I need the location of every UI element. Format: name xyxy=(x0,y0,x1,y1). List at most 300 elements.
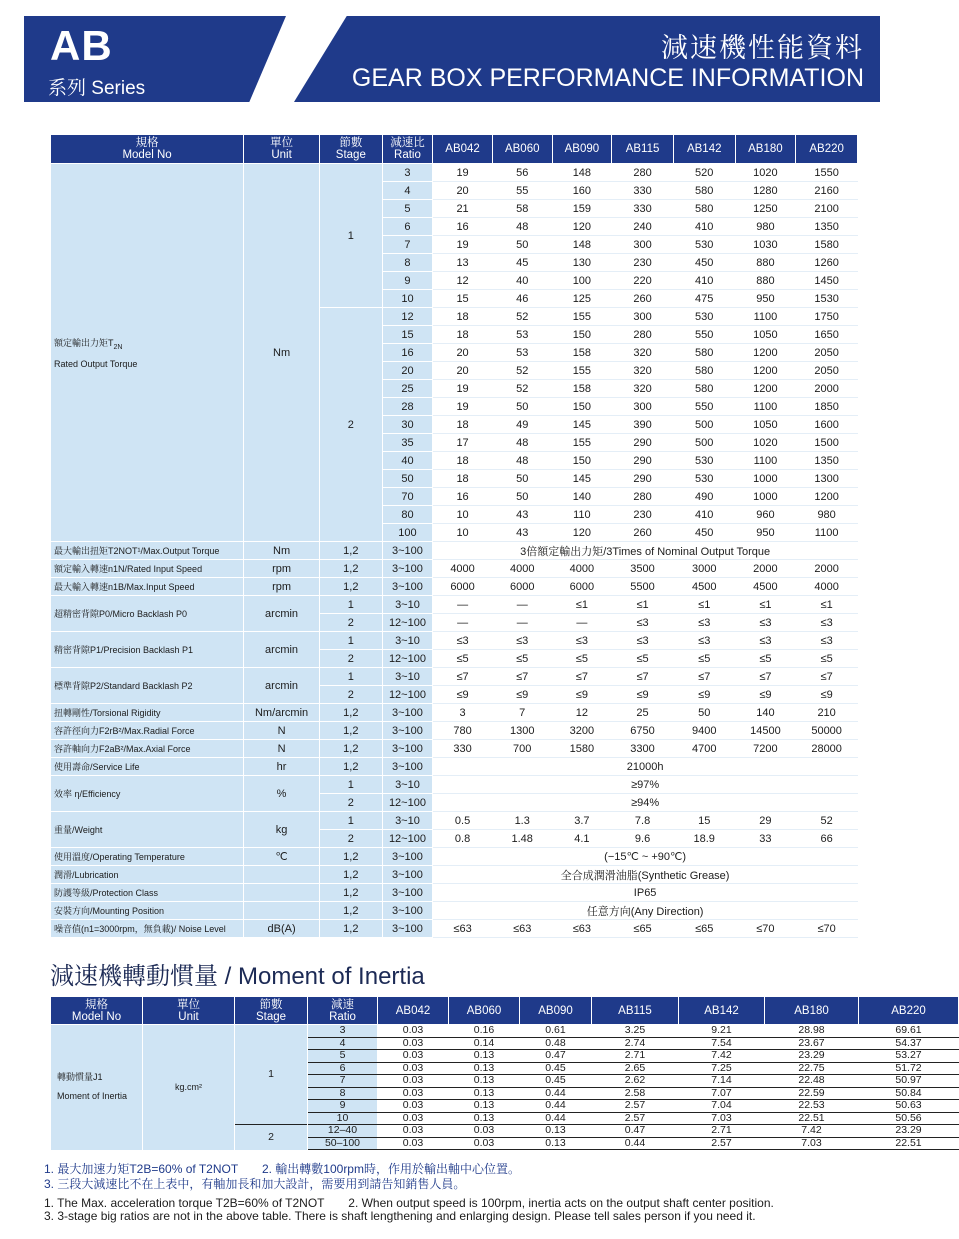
value-cell: 950 xyxy=(735,524,796,542)
value-cell: 110 xyxy=(552,506,612,524)
value-cell: 18 xyxy=(433,470,493,488)
t2-header-model: AB180 xyxy=(765,997,859,1025)
table-row xyxy=(51,812,858,830)
value-cell: 20 xyxy=(433,344,493,362)
value-cell: 300 xyxy=(612,308,674,326)
value-cell: 0.03 xyxy=(378,1112,449,1125)
weight-stage: 1 xyxy=(319,812,382,830)
backlash-p0-value: — xyxy=(552,614,612,632)
value-cell: 120 xyxy=(552,524,612,542)
backlash-p1-value: ≤3 xyxy=(433,632,493,650)
noise-level-value: ≤70 xyxy=(735,920,796,938)
value-cell: 300 xyxy=(612,398,674,416)
backlash-p0-value: ≤1 xyxy=(673,596,735,614)
ratio-cell: 12–40 xyxy=(308,1125,378,1138)
axial-force-value: 4700 xyxy=(673,740,735,758)
backlash-p1-value: ≤5 xyxy=(552,650,612,668)
table-row xyxy=(51,596,858,614)
value-cell: 500 xyxy=(673,434,735,452)
radial-force-stage: 1,2 xyxy=(319,722,382,740)
max-input-speed-unit: rpm xyxy=(244,578,320,596)
value-cell: 18 xyxy=(433,308,493,326)
lubrication-value: 全合成潤滑油脂(Synthetic Grease) xyxy=(433,866,858,884)
weight-value: 52 xyxy=(796,812,858,830)
value-cell: 50 xyxy=(492,236,552,254)
torsional-rigidity-value: 140 xyxy=(735,704,796,722)
value-cell: 260 xyxy=(612,524,674,542)
operating-temperature-unit: ℃ xyxy=(244,848,320,866)
ratio-cell: 50–100 xyxy=(308,1137,378,1150)
t1-header-model: AB060 xyxy=(492,135,552,164)
value-cell: 0.03 xyxy=(378,1087,449,1100)
value-cell: 17 xyxy=(433,434,493,452)
value-cell: 410 xyxy=(673,506,735,524)
backlash-p2-value: ≤9 xyxy=(433,686,493,704)
efficiency-value: ≥94% xyxy=(433,794,858,812)
value-cell: 140 xyxy=(552,488,612,506)
backlash-p1-value: ≤3 xyxy=(673,632,735,650)
value-cell: 1000 xyxy=(735,470,796,488)
page-title-en: GEAR BOX PERFORMANCE INFORMATION xyxy=(351,64,864,92)
rated-input-speed-value: 4000 xyxy=(552,560,612,578)
weight-value: 7.8 xyxy=(612,812,674,830)
table-row xyxy=(51,560,858,578)
radial-force-value: 780 xyxy=(433,722,493,740)
value-cell: 0.47 xyxy=(520,1050,592,1063)
value-cell: 0.03 xyxy=(378,1100,449,1113)
table-row xyxy=(51,1025,959,1038)
torsional-rigidity-value: 12 xyxy=(552,704,612,722)
value-cell: 145 xyxy=(552,416,612,434)
t1-header-model: AB042 xyxy=(433,135,493,164)
t1-header-model: AB180 xyxy=(735,135,796,164)
value-cell: 22.53 xyxy=(765,1100,859,1113)
backlash-p0-value: — xyxy=(492,614,552,632)
ratio-cell: 10 xyxy=(382,290,433,308)
t2-header-model: AB220 xyxy=(859,997,959,1025)
mounting-position-stage: 1,2 xyxy=(319,902,382,920)
backlash-p1-value: ≤3 xyxy=(612,632,674,650)
service-life-label: 使用壽命/Service Life xyxy=(51,758,244,776)
value-cell: 50.56 xyxy=(859,1112,959,1125)
axial-force-stage: 1,2 xyxy=(319,740,382,758)
torsional-rigidity-value: 3 xyxy=(433,704,493,722)
value-cell: 290 xyxy=(612,470,674,488)
inertia-label: 轉動慣量J1 Moment of Inertia xyxy=(51,1025,143,1150)
backlash-p0-value: ≤3 xyxy=(673,614,735,632)
table-row xyxy=(51,542,858,560)
value-cell: 150 xyxy=(552,452,612,470)
value-cell: 22.59 xyxy=(765,1087,859,1100)
note-en-2: 3. 3-stage big ratios are not in the above table. There is shaft lengthening and enlarging design. Please tell sales person if you need it. xyxy=(44,1209,756,1223)
value-cell: 56 xyxy=(492,164,552,182)
torsional-rigidity-value: 7 xyxy=(492,704,552,722)
t1-header-row xyxy=(51,135,858,164)
ratio-cell: 5 xyxy=(382,200,433,218)
weight-value: 29 xyxy=(735,812,796,830)
weight-value: 15 xyxy=(673,812,735,830)
rated-input-speed-value: 2000 xyxy=(735,560,796,578)
value-cell: 0.16 xyxy=(449,1025,520,1038)
torque-unit: Nm xyxy=(244,164,320,542)
backlash-p2-value: ≤9 xyxy=(735,686,796,704)
value-cell: 40 xyxy=(492,272,552,290)
value-cell: 69.61 xyxy=(859,1025,959,1038)
noise-level-value: ≤63 xyxy=(433,920,493,938)
value-cell: 580 xyxy=(673,344,735,362)
value-cell: 260 xyxy=(612,290,674,308)
series-label: 系列 Series xyxy=(48,78,146,99)
backlash-p0-value: ≤3 xyxy=(612,614,674,632)
value-cell: 960 xyxy=(735,506,796,524)
value-cell: 0.48 xyxy=(520,1037,592,1050)
radial-force-unit: N xyxy=(244,722,320,740)
axial-force-ratio: 3~100 xyxy=(382,740,433,758)
value-cell: 475 xyxy=(673,290,735,308)
backlash-p2-value: ≤7 xyxy=(492,668,552,686)
value-cell: 2.74 xyxy=(592,1037,679,1050)
value-cell: 1280 xyxy=(735,182,796,200)
backlash-p2-value: ≤9 xyxy=(673,686,735,704)
value-cell: 550 xyxy=(673,326,735,344)
backlash-p2-label: 標準背隙P2/Standard Backlash P2 xyxy=(51,668,244,704)
value-cell: 1100 xyxy=(735,452,796,470)
max-torque-value: 3倍額定輸出力矩/3Times of Nominal Output Torque xyxy=(433,542,858,560)
torsional-rigidity-unit: Nm/arcmin xyxy=(244,704,320,722)
ratio-cell: 8 xyxy=(308,1087,378,1100)
value-cell: 2050 xyxy=(796,362,858,380)
value-cell: 1650 xyxy=(796,326,858,344)
value-cell: 2.71 xyxy=(679,1125,765,1138)
backlash-p1-stage: 2 xyxy=(319,650,382,668)
value-cell: 290 xyxy=(612,434,674,452)
backlash-p2-value: ≤7 xyxy=(433,668,493,686)
value-cell: 1020 xyxy=(735,164,796,182)
value-cell: 160 xyxy=(552,182,612,200)
value-cell: 0.45 xyxy=(520,1062,592,1075)
value-cell: 1850 xyxy=(796,398,858,416)
value-cell: 0.14 xyxy=(449,1037,520,1050)
value-cell: 2.57 xyxy=(592,1100,679,1113)
operating-temperature-value: (−15℃ ~ +90℃) xyxy=(433,848,858,866)
weight-value: 3.7 xyxy=(552,812,612,830)
value-cell: 54.37 xyxy=(859,1037,959,1050)
weight-value: 1.48 xyxy=(492,830,552,848)
mounting-position-ratio: 3~100 xyxy=(382,902,433,920)
ratio-cell: 9 xyxy=(382,272,433,290)
rated-input-speed-stage: 1,2 xyxy=(319,560,382,578)
value-cell: 58 xyxy=(492,200,552,218)
service-life-value: 21000h xyxy=(433,758,858,776)
value-cell: 450 xyxy=(673,254,735,272)
value-cell: 280 xyxy=(612,164,674,182)
value-cell: 2100 xyxy=(796,200,858,218)
lubrication-label: 潤滑/Lubrication xyxy=(51,866,244,884)
backlash-p1-value: ≤5 xyxy=(796,650,858,668)
value-cell: 155 xyxy=(552,308,612,326)
backlash-p0-ratio: 12~100 xyxy=(382,614,433,632)
value-cell: 580 xyxy=(673,362,735,380)
torsional-rigidity-ratio: 3~100 xyxy=(382,704,433,722)
value-cell: 580 xyxy=(673,380,735,398)
axial-force-value: 1580 xyxy=(552,740,612,758)
value-cell: 980 xyxy=(796,506,858,524)
value-cell: 7.42 xyxy=(679,1050,765,1063)
value-cell: 12 xyxy=(433,272,493,290)
protection-class-value: IP65 xyxy=(433,884,858,902)
value-cell: 120 xyxy=(552,218,612,236)
value-cell: 150 xyxy=(552,326,612,344)
t2-header-model: AB090 xyxy=(520,997,592,1025)
value-cell: 9.21 xyxy=(679,1025,765,1038)
value-cell: 1030 xyxy=(735,236,796,254)
value-cell: 280 xyxy=(612,488,674,506)
value-cell: 300 xyxy=(612,236,674,254)
max-input-speed-value: 4500 xyxy=(735,578,796,596)
value-cell: 7.04 xyxy=(679,1100,765,1113)
ratio-cell: 8 xyxy=(382,254,433,272)
backlash-p2-ratio: 12~100 xyxy=(382,686,433,704)
t2-header-model: AB115 xyxy=(592,997,679,1025)
operating-temperature-stage: 1,2 xyxy=(319,848,382,866)
radial-force-value: 14500 xyxy=(735,722,796,740)
value-cell: 158 xyxy=(552,344,612,362)
ratio-cell: 28 xyxy=(382,398,433,416)
rated-input-speed-value: 4000 xyxy=(492,560,552,578)
value-cell: 0.13 xyxy=(449,1050,520,1063)
protection-class-label: 防護等級/Protection Class xyxy=(51,884,244,902)
t1-header-model: AB090 xyxy=(552,135,612,164)
max-torque-ratio: 3~100 xyxy=(382,542,433,560)
table-row xyxy=(51,164,858,182)
ratio-cell: 80 xyxy=(382,506,433,524)
weight-ratio: 12~100 xyxy=(382,830,433,848)
value-cell: 53 xyxy=(492,326,552,344)
value-cell: 19 xyxy=(433,236,493,254)
ratio-cell: 35 xyxy=(382,434,433,452)
radial-force-value: 50000 xyxy=(796,722,858,740)
value-cell: 1000 xyxy=(735,488,796,506)
weight-unit: kg xyxy=(244,812,320,848)
table-row xyxy=(51,758,858,776)
value-cell: 1050 xyxy=(735,326,796,344)
rated-input-speed-label: 額定輸入轉速n1N/Rated Input Speed xyxy=(51,560,244,578)
value-cell: 16 xyxy=(433,218,493,236)
radial-force-value: 6750 xyxy=(612,722,674,740)
noise-level-value: ≤65 xyxy=(612,920,674,938)
backlash-p0-unit: arcmin xyxy=(244,596,320,632)
value-cell: 1260 xyxy=(796,254,858,272)
noise-level-value: ≤63 xyxy=(552,920,612,938)
max-input-speed-stage: 1,2 xyxy=(319,578,382,596)
value-cell: 46 xyxy=(492,290,552,308)
value-cell: 1500 xyxy=(796,434,858,452)
value-cell: 320 xyxy=(612,344,674,362)
backlash-p0-value: ≤1 xyxy=(552,596,612,614)
t2-header-model: AB060 xyxy=(449,997,520,1025)
value-cell: 580 xyxy=(673,200,735,218)
axial-force-value: 330 xyxy=(433,740,493,758)
max-input-speed-ratio: 3~100 xyxy=(382,578,433,596)
value-cell: 880 xyxy=(735,254,796,272)
value-cell: 1100 xyxy=(796,524,858,542)
noise-level-value: ≤63 xyxy=(492,920,552,938)
value-cell: 155 xyxy=(552,362,612,380)
weight-stage: 2 xyxy=(319,830,382,848)
value-cell: 1600 xyxy=(796,416,858,434)
ratio-cell: 6 xyxy=(382,218,433,236)
service-life-ratio: 3~100 xyxy=(382,758,433,776)
backlash-p0-stage: 2 xyxy=(319,614,382,632)
note-cn-1: 1. 最大加速力矩T2B=60% of T2NOT 2. 輸出轉數100rpm時，作用於輸出軸中心位置。 xyxy=(44,1162,520,1176)
ratio-cell: 5 xyxy=(308,1050,378,1063)
value-cell: 19 xyxy=(433,398,493,416)
ratio-cell: 16 xyxy=(382,344,433,362)
inertia-unit: kg.cm² xyxy=(143,1025,235,1150)
value-cell: 2.57 xyxy=(592,1112,679,1125)
weight-value: 4.1 xyxy=(552,830,612,848)
weight-value: 1.3 xyxy=(492,812,552,830)
value-cell: 49 xyxy=(492,416,552,434)
t1-header-model: AB142 xyxy=(673,135,735,164)
t2-header-stage: 節數 Stage xyxy=(235,997,308,1025)
value-cell: 880 xyxy=(735,272,796,290)
noise-level-stage: 1,2 xyxy=(319,920,382,938)
value-cell: 230 xyxy=(612,254,674,272)
value-cell: 19 xyxy=(433,380,493,398)
mounting-position-value: 任意方向(Any Direction) xyxy=(433,902,858,920)
backlash-p2-value: ≤7 xyxy=(796,668,858,686)
lubrication-ratio: 3~100 xyxy=(382,866,433,884)
value-cell: 580 xyxy=(673,182,735,200)
t2-header-ratio: 減速 Ratio xyxy=(308,997,378,1025)
ratio-cell: 7 xyxy=(308,1075,378,1088)
value-cell: 7.14 xyxy=(679,1075,765,1088)
ratio-cell: 4 xyxy=(308,1037,378,1050)
backlash-p1-value: ≤5 xyxy=(492,650,552,668)
value-cell: 1250 xyxy=(735,200,796,218)
backlash-p1-value: ≤5 xyxy=(612,650,674,668)
ratio-cell: 7 xyxy=(382,236,433,254)
backlash-p1-ratio: 3~10 xyxy=(382,632,433,650)
value-cell: 50 xyxy=(492,398,552,416)
value-cell: 0.03 xyxy=(449,1137,520,1150)
value-cell: 0.13 xyxy=(449,1087,520,1100)
t2-header-unit: 單位 Unit xyxy=(143,997,235,1025)
value-cell: 48 xyxy=(492,218,552,236)
value-cell: 0.13 xyxy=(449,1112,520,1125)
brand-logo: AB xyxy=(50,22,113,69)
backlash-p1-ratio: 12~100 xyxy=(382,650,433,668)
value-cell: 1100 xyxy=(735,308,796,326)
value-cell: 530 xyxy=(673,452,735,470)
value-cell: 7.25 xyxy=(679,1062,765,1075)
value-cell: 550 xyxy=(673,398,735,416)
axial-force-value: 700 xyxy=(492,740,552,758)
max-input-speed-value: 4000 xyxy=(796,578,858,596)
value-cell: 1050 xyxy=(735,416,796,434)
ratio-cell: 12 xyxy=(382,308,433,326)
backlash-p1-value: ≤3 xyxy=(735,632,796,650)
axial-force-value: 3300 xyxy=(612,740,674,758)
value-cell: 52 xyxy=(492,308,552,326)
value-cell: 19 xyxy=(433,164,493,182)
weight-value: 0.5 xyxy=(433,812,493,830)
value-cell: 7.03 xyxy=(679,1112,765,1125)
weight-value: 66 xyxy=(796,830,858,848)
value-cell: 48 xyxy=(492,452,552,470)
page-title-cn: 減速機性能資料 xyxy=(661,33,864,63)
value-cell: 22.75 xyxy=(765,1062,859,1075)
value-cell: 1750 xyxy=(796,308,858,326)
mounting-position-unit xyxy=(244,902,320,920)
ratio-cell: 40 xyxy=(382,452,433,470)
torque-stage: 2 xyxy=(319,308,382,542)
value-cell: 48 xyxy=(492,434,552,452)
performance-table xyxy=(50,134,858,938)
value-cell: 20 xyxy=(433,182,493,200)
value-cell: 150 xyxy=(552,398,612,416)
backlash-p0-stage: 1 xyxy=(319,596,382,614)
service-life-stage: 1,2 xyxy=(319,758,382,776)
ratio-cell: 30 xyxy=(382,416,433,434)
table-row xyxy=(51,866,858,884)
backlash-p1-value: ≤5 xyxy=(433,650,493,668)
value-cell: 530 xyxy=(673,308,735,326)
t2-header-model: 規格 Model No xyxy=(51,997,143,1025)
value-cell: 390 xyxy=(612,416,674,434)
value-cell: 0.44 xyxy=(520,1087,592,1100)
backlash-p2-value: ≤9 xyxy=(612,686,674,704)
value-cell: 1530 xyxy=(796,290,858,308)
value-cell: 23.67 xyxy=(765,1037,859,1050)
table-row xyxy=(51,776,858,794)
max-torque-stage: 1,2 xyxy=(319,542,382,560)
backlash-p2-unit: arcmin xyxy=(244,668,320,704)
backlash-p0-label: 超精密背隙P0/Micro Backlash P0 xyxy=(51,596,244,632)
value-cell: 500 xyxy=(673,416,735,434)
table-row xyxy=(51,920,858,938)
max-torque-unit: Nm xyxy=(244,542,320,560)
torsional-rigidity-value: 210 xyxy=(796,704,858,722)
value-cell: 155 xyxy=(552,434,612,452)
value-cell: 0.13 xyxy=(520,1125,592,1138)
value-cell: 1200 xyxy=(735,380,796,398)
backlash-p1-value: ≤3 xyxy=(552,632,612,650)
value-cell: 0.45 xyxy=(520,1075,592,1088)
backlash-p0-value: ≤3 xyxy=(796,614,858,632)
value-cell: 230 xyxy=(612,506,674,524)
value-cell: 1450 xyxy=(796,272,858,290)
axial-force-value: 28000 xyxy=(796,740,858,758)
weight-value: 33 xyxy=(735,830,796,848)
max-input-speed-value: 6000 xyxy=(433,578,493,596)
value-cell: 20 xyxy=(433,362,493,380)
value-cell: 1200 xyxy=(796,488,858,506)
value-cell: 148 xyxy=(552,236,612,254)
backlash-p1-value: ≤5 xyxy=(735,650,796,668)
rated-input-speed-value: 3000 xyxy=(673,560,735,578)
value-cell: 52 xyxy=(492,362,552,380)
backlash-p2-value: ≤7 xyxy=(612,668,674,686)
value-cell: 145 xyxy=(552,470,612,488)
value-cell: 23.29 xyxy=(765,1050,859,1063)
torsional-rigidity-stage: 1,2 xyxy=(319,704,382,722)
value-cell: 490 xyxy=(673,488,735,506)
note-cn-2: 3. 三段大減速比不在上表中，有軸加長和加大設計，需要用到請告知銷售人員。 xyxy=(44,1177,466,1191)
axial-force-unit: N xyxy=(244,740,320,758)
table-row xyxy=(51,704,858,722)
